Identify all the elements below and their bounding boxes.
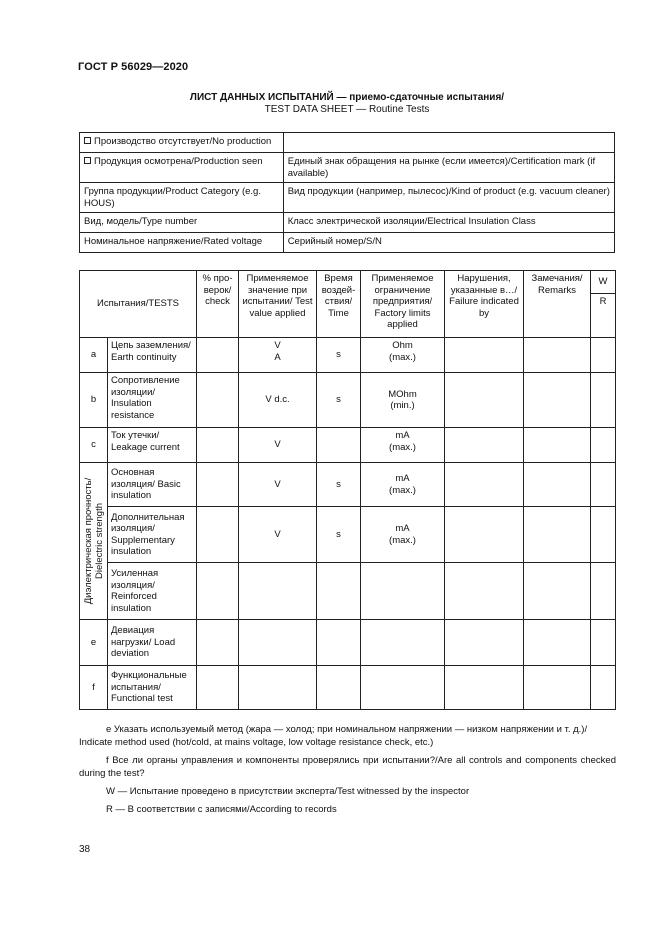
test-value-cell[interactable]: V [239, 507, 317, 563]
check-cell[interactable] [197, 563, 239, 620]
serial-number-cell: Серийный номер/S/N [283, 233, 614, 253]
row-test-name: Функциональные испытания/ Functional test [108, 666, 197, 710]
check-cell[interactable] [197, 338, 239, 373]
remarks-cell[interactable] [524, 338, 591, 373]
row-letter: f [80, 666, 108, 710]
remarks-cell[interactable] [524, 507, 591, 563]
time-cell[interactable] [317, 666, 361, 710]
checkbox-no-production[interactable] [84, 137, 91, 144]
failure-cell[interactable] [445, 507, 524, 563]
dielectric-label-en: Dielectric strength [93, 502, 105, 580]
insulation-class-cell: Класс электрической изоляции/Electrical Insulation Class [283, 213, 614, 233]
failure-cell[interactable] [445, 666, 524, 710]
header-r: R [591, 294, 616, 338]
header-time: Время воздей-ствия/ Time [317, 271, 361, 338]
test-value-cell[interactable]: V d.c. [239, 373, 317, 428]
test-value-cell[interactable] [239, 620, 317, 666]
failure-cell[interactable] [445, 563, 524, 620]
row-test-name: Цепь заземления/ Earth continuity [108, 338, 197, 373]
row-test-name: Ток утечки/ Leakage current [108, 428, 197, 463]
table-row [80, 463, 616, 507]
no-production-label: Производство отсутствует/No production [94, 136, 272, 147]
check-cell[interactable] [197, 463, 239, 507]
header-remarks: Замечания/ Remarks [524, 271, 591, 338]
w-r-cell[interactable] [591, 507, 616, 563]
time-cell[interactable] [317, 428, 361, 463]
remarks-cell[interactable] [524, 563, 591, 620]
remarks-cell[interactable] [524, 620, 591, 666]
test-value-cell[interactable] [239, 666, 317, 710]
table-row [80, 428, 616, 463]
header-tests: Испытания/TESTS [80, 271, 197, 338]
time-cell[interactable]: s [317, 463, 361, 507]
remarks-cell[interactable] [524, 428, 591, 463]
checkbox-product-seen[interactable] [84, 157, 91, 164]
row-letter: b [80, 373, 108, 428]
w-r-cell[interactable] [591, 373, 616, 428]
header-check: % про-верок/ check [197, 271, 239, 338]
limit-cell[interactable]: mA (max.) [361, 463, 445, 507]
row-letter: e [80, 620, 108, 666]
header-w: W [591, 271, 616, 294]
time-cell[interactable]: s [317, 373, 361, 428]
failure-cell[interactable] [445, 373, 524, 428]
type-number-cell: Вид, модель/Type number [80, 213, 284, 233]
remarks-cell[interactable] [524, 666, 591, 710]
test-value-cell[interactable]: V [239, 463, 317, 507]
legend-r: R — В соответствии с записями/According to records [106, 804, 337, 815]
w-r-cell[interactable] [591, 563, 616, 620]
check-cell[interactable] [197, 620, 239, 666]
failure-cell[interactable] [445, 620, 524, 666]
time-cell[interactable]: s [317, 507, 361, 563]
legend-w: W — Испытание проведено в присутствии эксперта/Test witnessed by the inspector [106, 786, 470, 797]
limit-cell[interactable]: mA (max.) [361, 428, 445, 463]
test-data-table [79, 270, 616, 710]
table-row [80, 507, 616, 563]
header-failure: Нарушения, указанные в…/ Failure indicated by [445, 271, 524, 338]
row-letter: a [80, 338, 108, 373]
certification-mark-cell: Единый знак обращения на рынке (если имеется)/Certification mark (if available) [283, 153, 614, 183]
product-category-cell: Группа продукции/Product Category (e.g. HOUS) [80, 183, 284, 213]
check-cell[interactable] [197, 666, 239, 710]
rated-voltage-cell: Номинальное напряжение/Rated voltage [80, 233, 284, 253]
w-r-cell[interactable] [591, 666, 616, 710]
kind-of-product-cell: Вид продукции (например, пылесос)/Kind of product (e.g. vacuum cleaner) [283, 183, 614, 213]
product-seen-cell [80, 153, 284, 183]
table-row [80, 563, 616, 620]
check-cell[interactable] [197, 507, 239, 563]
row-test-name: Девиация нагрузки/ Load deviation [108, 620, 197, 666]
test-value-cell[interactable]: V A [239, 338, 317, 373]
check-cell[interactable] [197, 428, 239, 463]
row-test-name: Усиленная изоляция/ Reinforced insulation [108, 563, 197, 620]
row-test-name: Сопротивление изоляции/ Insulation resistance [108, 373, 197, 428]
header-factory-limits: Применяемое ограничение предприятия/ Factory limits applied [361, 271, 445, 338]
test-value-cell[interactable] [239, 563, 317, 620]
product-info-table [79, 132, 615, 253]
product-seen-label: Продукция осмотрена/Production seen [94, 156, 263, 167]
w-r-cell[interactable] [591, 338, 616, 373]
time-cell[interactable]: s [317, 338, 361, 373]
row-test-name: Основная изоляция/ Basic insulation [108, 463, 197, 507]
w-r-cell[interactable] [591, 428, 616, 463]
check-cell[interactable] [197, 373, 239, 428]
limit-cell[interactable] [361, 563, 445, 620]
time-cell[interactable] [317, 563, 361, 620]
footnote-e: e Указать используемый метод (жара — холод; при номинальном напряжении — низком напряжении и т. д.)/ Indicate method used (hot/cold, at mains voltage, low voltage resistance check, etc.) [79, 724, 588, 748]
limit-cell[interactable]: mA (max.) [361, 507, 445, 563]
table-row [80, 620, 616, 666]
failure-cell[interactable] [445, 463, 524, 507]
table-row [80, 666, 616, 710]
remarks-cell[interactable] [524, 373, 591, 428]
w-r-cell[interactable] [591, 620, 616, 666]
sheet-title-en: TEST DATA SHEET — Routine Tests [264, 104, 430, 115]
row-letter: c [80, 428, 108, 463]
footnote-f: f Все ли органы управления и компоненты проверялись при испытании?/Are all controls and components checked during the test? [79, 755, 616, 779]
page-number: 38 [79, 844, 91, 855]
table-row [80, 373, 616, 428]
w-r-cell[interactable] [591, 463, 616, 507]
remarks-cell[interactable] [524, 463, 591, 507]
header-test-value: Применяемое значение при испытании/ Test value applied [239, 271, 317, 338]
test-value-cell[interactable]: V [239, 428, 317, 463]
limit-cell[interactable] [361, 620, 445, 666]
no-production-cell [80, 133, 284, 153]
time-cell[interactable] [317, 620, 361, 666]
limit-cell[interactable]: Ohm (max.) [361, 338, 445, 373]
row-test-name: Дополнительная изоляция/ Supplementary insulation [108, 507, 197, 563]
failure-cell[interactable] [445, 428, 524, 463]
dielectric-label-ru: Диэлектрическая прочность/ [82, 477, 94, 605]
standard-number: ГОСТ Р 56029—2020 [78, 61, 189, 73]
limit-cell[interactable] [361, 666, 445, 710]
sheet-title-ru: ЛИСТ ДАННЫХ ИСПЫТАНИЙ — приемо-сдаточные испытания/ [189, 92, 505, 103]
table-row [80, 338, 616, 373]
empty-cell [283, 133, 614, 153]
failure-cell[interactable] [445, 338, 524, 373]
dielectric-strength-label [80, 463, 108, 620]
limit-cell[interactable]: MOhm (min.) [361, 373, 445, 428]
